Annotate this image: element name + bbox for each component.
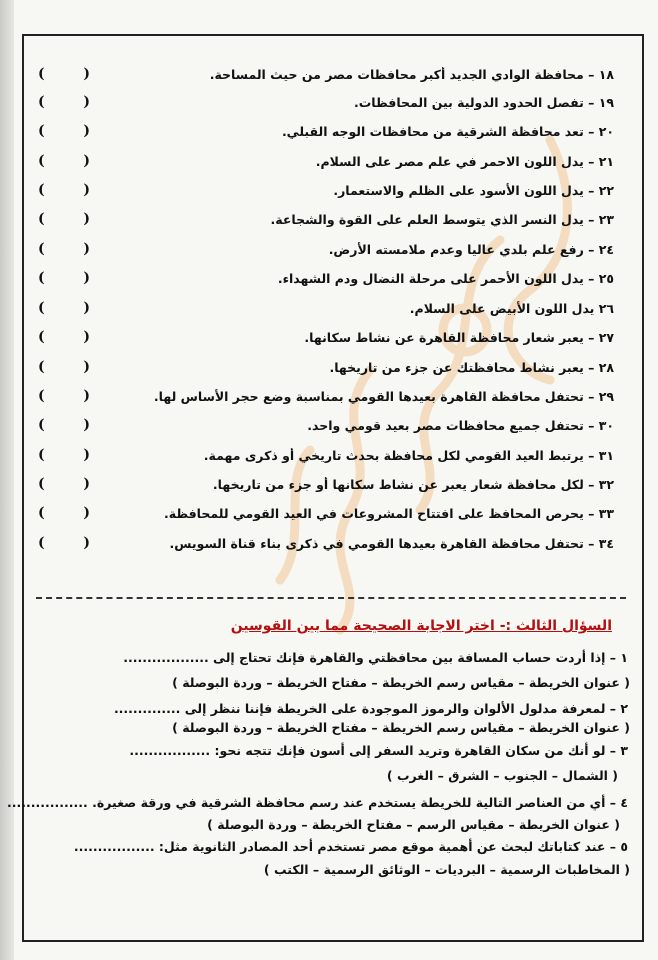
statement-row (34, 237, 614, 261)
statement-row (34, 266, 614, 290)
paren-open: ( (38, 359, 45, 375)
statement-text (34, 212, 614, 227)
paren-open: ( (38, 300, 45, 316)
paren-close: ) (83, 300, 90, 316)
statement-text (34, 330, 614, 345)
question-number: ٥ (620, 839, 628, 854)
statement-number: ٢٨ (598, 359, 614, 375)
section3-title: السؤال الثالث :- اختر الاجابة الصحيحة مما بين القوسين (230, 618, 612, 634)
statement-text (34, 418, 614, 433)
paren-close: ) (83, 94, 90, 110)
question-options[interactable]: ( الشمال – الجنوب – الشرق – الغرب ) (386, 768, 618, 783)
paren-open: ( (38, 388, 45, 404)
paren-open: ( (38, 182, 45, 198)
question-text: – أي من العناصر التالية للخريطة يستخدم عند رسم محافظة الشرقية في ورقة صغيرة. ................. (7, 795, 616, 810)
paren-open: ( (38, 211, 45, 227)
statement-text (34, 154, 614, 169)
statement-row (34, 355, 614, 379)
statement-text (34, 242, 614, 257)
statement-number: ٢٢ (598, 182, 614, 198)
statement-text (34, 183, 614, 198)
mcq-question (7, 795, 628, 810)
statement-row (34, 178, 614, 202)
statement-body: – يعبر شعار محافظة القاهرة عن نشاط سكانها. (304, 329, 595, 345)
question-options[interactable]: ( عنوان الخريطة – مقياس رسم الخريطة – مفتاح الخريطة – وردة البوصلة ) (172, 720, 630, 735)
paren-open: ( (38, 153, 45, 169)
paren-close: ) (83, 359, 90, 375)
statement-text (34, 389, 614, 404)
statement-number: ٢٤ (598, 241, 614, 257)
paren-close: ) (83, 66, 90, 82)
paren-close: ) (83, 182, 90, 198)
mcq-question (48, 839, 628, 854)
statement-row (34, 207, 614, 231)
mcq-question (48, 743, 628, 758)
statement-body: – يعبر نشاط محافظتك عن جزء من تاريخها. (329, 359, 595, 375)
paren-close: ) (83, 241, 90, 257)
paren-open: ( (38, 66, 45, 82)
answer-parentheses[interactable] (38, 297, 90, 319)
paren-close: ) (83, 417, 90, 433)
answer-parentheses[interactable] (38, 91, 90, 113)
paren-open: ( (38, 241, 45, 257)
statement-number: ٢٥ (598, 270, 614, 286)
question-options[interactable]: ( عنوان الخريطة – مقياس رسم الخريطة – مفتاح الخريطة – وردة البوصلة ) (172, 675, 630, 690)
question-number: ١ (620, 650, 628, 665)
paren-open: ( (38, 535, 45, 551)
statement-row (34, 119, 614, 143)
paren-close: ) (83, 153, 90, 169)
statement-body: – يدل اللون الأحمر على مرحلة النضال ودم الشهداء. (277, 270, 595, 286)
statement-text (34, 301, 614, 316)
answer-parentheses[interactable] (38, 238, 90, 260)
mcq-question (48, 701, 628, 716)
statement-row (34, 296, 614, 320)
statement-body: – رفع علم بلدي عاليا وعدم ملامسته الأرض. (328, 241, 595, 257)
statement-number: ٢١ (598, 153, 614, 169)
mcq-question (48, 650, 628, 665)
statement-number: ٣٠ (598, 417, 614, 433)
answer-parentheses[interactable] (38, 150, 90, 172)
statement-number: ٢٩ (598, 388, 614, 404)
statement-text (34, 477, 614, 492)
statement-body: – يحرص المحافظ على افتتاح المشروعات في العيد القومي للمحافظة. (163, 505, 595, 521)
answer-parentheses[interactable] (38, 208, 90, 230)
answer-parentheses[interactable] (38, 444, 90, 466)
statement-row (34, 62, 614, 86)
answer-parentheses[interactable] (38, 267, 90, 289)
paren-close: ) (83, 329, 90, 345)
question-text: – عند كتاباتك لبحث عن أهمية موقع مصر تستخدم أحد المصادر الثانوية مثل: ................. (73, 839, 616, 854)
question-number: ٢ (620, 701, 628, 716)
statement-body: – لكل محافظة شعار يعبر عن نشاط سكانها أو جزء من تاريخها. (212, 476, 595, 492)
statement-number: ٣١ (598, 447, 614, 463)
paren-open: ( (38, 270, 45, 286)
question-number: ٣ (620, 743, 628, 758)
paren-open: ( (38, 476, 45, 492)
statement-text (34, 271, 614, 286)
statement-text (34, 124, 614, 139)
statement-body: – يدل اللون الأسود على الظلم والاستعمار. (333, 182, 595, 198)
paren-close: ) (83, 123, 90, 139)
statement-body: – تحتفل محافظة القاهرة بعيدها القومي في ذكرى بناء قناة السويس. (169, 535, 595, 551)
statement-number: ١٩ (598, 94, 614, 110)
statement-number: ٢٧ (598, 329, 614, 345)
statement-body: – يدل النسر الذي يتوسط العلم على القوة والشجاعة. (270, 211, 595, 227)
statement-number: ٢٣ (598, 211, 614, 227)
question-options[interactable]: ( عنوان الخريطة – مقياس الرسم – مفتاح الخريطة – وردة البوصلة ) (207, 817, 620, 832)
statement-text (34, 506, 614, 521)
statement-text (34, 95, 614, 110)
paren-open: ( (38, 505, 45, 521)
statement-row (34, 325, 614, 349)
answer-parentheses[interactable] (38, 179, 90, 201)
paren-open: ( (38, 94, 45, 110)
statement-text (34, 67, 614, 82)
statement-number: ٢٠ (598, 123, 614, 139)
statement-row (34, 472, 614, 496)
section-divider (36, 597, 626, 599)
statement-row (34, 149, 614, 173)
statement-body: – تحتفل محافظة القاهرة بعيدها القومي بمناسبة وضع حجر الأساس لها. (153, 388, 595, 404)
paren-close: ) (83, 388, 90, 404)
statement-number: ٣٤ (598, 535, 614, 551)
statement-text (34, 448, 614, 463)
paren-open: ( (38, 329, 45, 345)
statement-body: – يدل اللون الاحمر في علم مصر على السلام. (315, 153, 595, 169)
answer-parentheses[interactable] (38, 473, 90, 495)
answer-parentheses[interactable] (38, 326, 90, 348)
statement-body: – محافظة الوادي الجديد أكبر محافظات مصر من حيث المساحة. (209, 66, 595, 82)
statement-row (34, 384, 614, 408)
paren-close: ) (83, 211, 90, 227)
answer-parentheses[interactable] (38, 385, 90, 407)
answer-parentheses[interactable] (38, 502, 90, 524)
paren-open: ( (38, 447, 45, 463)
paren-close: ) (83, 270, 90, 286)
answer-parentheses[interactable] (38, 63, 90, 85)
statement-row (34, 443, 614, 467)
statement-row (34, 501, 614, 525)
statement-row (34, 531, 614, 555)
paren-open: ( (38, 123, 45, 139)
statement-body: – تحتفل جميع محافظات مصر بعيد قومي واحد. (307, 417, 595, 433)
statement-row (34, 90, 614, 114)
statement-number: ١٨ (598, 66, 614, 82)
paren-close: ) (83, 447, 90, 463)
page-edge (0, 0, 14, 960)
question-text: – لمعرفة مدلول الألوان والرموز الموجودة على الخريطة فإننا ننظر إلى .............. (113, 701, 616, 716)
paren-close: ) (83, 505, 90, 521)
statement-row (34, 413, 614, 437)
statement-body: – تفصل الحدود الدولية بين المحافظات. (353, 94, 595, 110)
statement-body: – يرتبط العيد القومي لكل محافظة بحدث تاريخي أو ذكرى مهمة. (203, 447, 595, 463)
question-text: – إذا أردت حساب المسافة بين محافظتي والقاهرة فإنك تحتاج إلى .................. (123, 650, 616, 665)
statement-body: – تعد محافظة الشرقية من محافظات الوجه القبلي. (281, 123, 595, 139)
statement-text (34, 360, 614, 375)
statement-number: ٢٦ (598, 300, 614, 316)
statement-number: ٣٣ (598, 505, 614, 521)
answer-parentheses[interactable] (38, 532, 90, 554)
paren-close: ) (83, 535, 90, 551)
question-number: ٤ (620, 795, 628, 810)
statement-number: ٣٢ (598, 476, 614, 492)
paren-open: ( (38, 417, 45, 433)
statement-text (34, 536, 614, 551)
statement-body: يدل اللون الأبيض على السلام. (409, 300, 595, 316)
answer-parentheses[interactable] (38, 356, 90, 378)
question-text: – لو أنك من سكان القاهرة وتريد السفر إلى أسون فإنك تتجه نحو: ................. (129, 743, 616, 758)
question-options[interactable]: ( المخاطبات الرسمية – البرديات – الوثائق الرسمية – الكتب ) (263, 862, 630, 877)
answer-parentheses[interactable] (38, 414, 90, 436)
paren-close: ) (83, 476, 90, 492)
answer-parentheses[interactable] (38, 120, 90, 142)
